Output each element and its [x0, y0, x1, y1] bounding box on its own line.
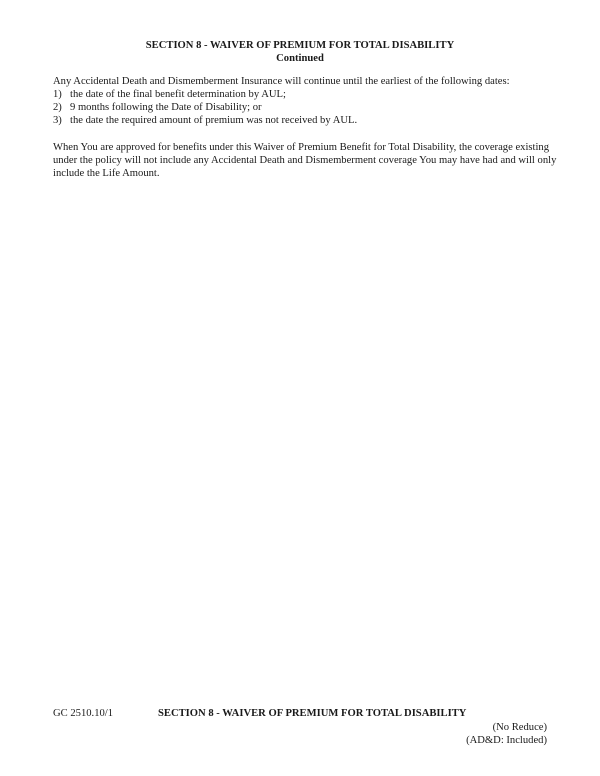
paragraph-intro: Any Accidental Death and Dismemberment Insurance will continue until the earliest of the following dates: [53, 76, 510, 87]
list-item-text: 9 months following the Date of Disability; or [70, 102, 262, 113]
list-item [53, 114, 563, 127]
list-item-number: 2) [53, 102, 62, 113]
section-subtitle: Continued [276, 53, 324, 64]
dates-list [53, 88, 563, 127]
footer-note-add: (AD&D: Included) [466, 735, 547, 746]
list-item-number: 1) [53, 89, 62, 100]
section-title: SECTION 8 - WAIVER OF PREMIUM FOR TOTAL DISABILITY [145, 40, 455, 51]
approval-paragraph: When You are approved for benefits under this Waiver of Premium Benefit for Total Disability, the coverage existing under the policy will not include any Accidental Death and Dismemberment coverage You may have had and will only include the Life Amount. [53, 142, 557, 179]
footer-form-number: GC 2510.10/1 [53, 708, 114, 719]
list-item [53, 101, 563, 114]
list-item-text: the date of the final benefit determination by AUL; [70, 89, 286, 100]
footer-section-title: SECTION 8 - WAIVER OF PREMIUM FOR TOTAL DISABILITY [158, 708, 467, 719]
list-item [53, 88, 563, 101]
footer-note-no-reduce: (No Reduce) [492, 722, 547, 733]
footer-notes [466, 721, 547, 747]
list-item-text: the date the required amount of premium was not received by AUL. [70, 115, 358, 126]
list-item-number: 3) [53, 115, 62, 126]
add-continuation-paragraph [53, 75, 563, 127]
section-heading [0, 39, 600, 65]
